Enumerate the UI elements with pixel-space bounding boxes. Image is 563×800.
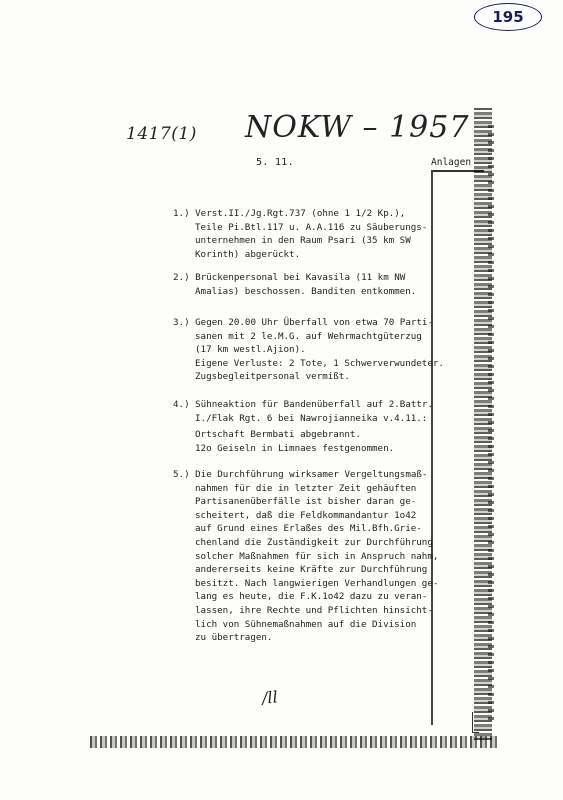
entry-line: 12o Geiseln in Limnaes festgenommen. <box>195 442 395 454</box>
entry-line: 4.) Sühneaktion für Bandenüberfall auf 2.Battr. <box>173 399 433 410</box>
entry-line: lang es heute, die F.K.1o42 dazu zu veran- <box>195 591 428 603</box>
entry-1 <box>173 207 463 261</box>
margin-heading: Anlagen <box>431 157 472 168</box>
entry-line: Ortschaft Bermbati abgebrannt. <box>195 429 361 441</box>
entry-line: (17 km westl.Ajion). <box>195 344 306 356</box>
entry-line: Partisanenüberfälle ist bisher daran ge- <box>195 496 417 508</box>
archive-signature: 1417(1) <box>126 124 197 144</box>
entry-date: 5. 11. <box>256 157 294 168</box>
entry-5 <box>173 468 463 645</box>
entry-line: sanen mit 2 le.M.G. auf Wehrmachtgüterzug <box>195 330 422 342</box>
entry-line: I./Flak Rgt. 6 bei Nawrojianneika v.4.11.: <box>195 412 428 424</box>
entry-4 <box>173 398 463 455</box>
entry-2 <box>173 271 463 298</box>
entry-line: unternehmen in den Raum Psari (35 km SW <box>195 235 411 247</box>
entry-line: 2.) Brückenpersonal bei Kavasila (11 km NW <box>173 272 406 283</box>
scan-edge-right-dots <box>488 120 494 720</box>
entry-3 <box>173 316 463 384</box>
entry-line: 5.) Die Durchführung wirksamer Vergeltungsmaß- <box>173 469 428 480</box>
entry-line: Zugsbegleitpersonal vermißt. <box>195 371 350 383</box>
scan-edge-bottom <box>90 736 500 748</box>
entry-line: lich von Sühnemaßnahmen auf die Division <box>195 618 417 630</box>
entry-line: 3.) Gegen 20.00 Uhr Überfall von etwa 70 Parti- <box>173 317 433 328</box>
entry-line: auf Grund eines Erlaßes des Mil.Bfh.Grie- <box>195 523 422 535</box>
entry-line: lassen, ihre Rechte und Pflichten hinsicht- <box>195 604 433 616</box>
entry-line: Eigene Verluste: 2 Tote, 1 Schwerverwundeter. <box>195 357 444 369</box>
entry-line: besitzt. Nach langwierigen Verhandlungen ge- <box>195 577 439 589</box>
margin-tick <box>472 712 479 733</box>
entry-line: Teile Pi.Btl.117 u. A.A.116 zu Säuberungs- <box>195 221 428 233</box>
entry-line: andererseits keine Kräfte zur Durchführung <box>195 564 428 576</box>
entry-line: Amalias) beschossen. Banditen entkommen. <box>195 285 417 297</box>
entry-line: nahmen für die in letzter Zeit gehäuften <box>195 482 417 494</box>
signature-mark: /ll <box>261 687 279 708</box>
entry-line: solcher Maßnahmen für sich in Anspruch nahm, <box>195 550 439 562</box>
page-number-stamp: 195 <box>474 3 542 31</box>
document-reference: NOKW – 1957 <box>245 110 470 145</box>
entry-line: chenland die Zuständigkeit zur Durchführung <box>195 536 433 548</box>
entry-line: zu übertragen. <box>195 632 273 644</box>
entry-line: scheitert, daß die Feldkommandantur 1o42 <box>195 509 417 521</box>
entry-line: 1.) Verst.II./Jg.Rgt.737 (ohne 1 1/2 Kp.), <box>173 208 406 219</box>
entry-line: Korinth) abgerückt. <box>195 248 301 260</box>
